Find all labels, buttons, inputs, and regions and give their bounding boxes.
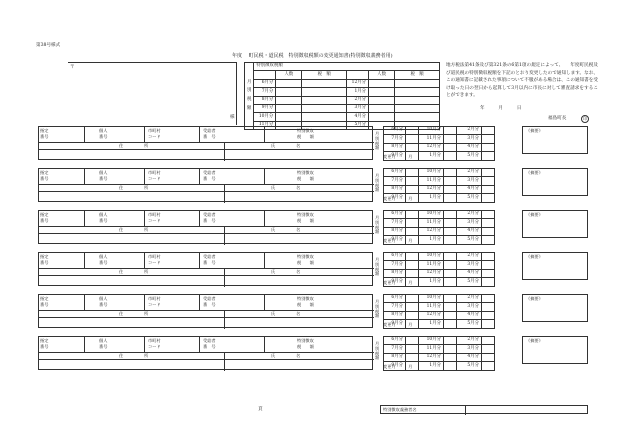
month-side-label: 月 別 税 額 xyxy=(375,257,380,277)
tokubetsu-zeigaku-label: 特別徴収 税 額 xyxy=(297,254,314,265)
gimusha-box xyxy=(380,405,588,414)
official-seal-icon: 印 xyxy=(583,116,587,121)
summary-row: 11月分 5月分 xyxy=(245,121,440,129)
record-info xyxy=(38,210,373,244)
bikou-box xyxy=(522,168,588,196)
kojin-bango-label: 個人 番号 xyxy=(99,338,108,349)
jukyusha-bango-label: 受給者 番 号 xyxy=(203,296,216,307)
henko-month: 変更月 月 xyxy=(383,322,413,327)
list-item xyxy=(38,210,588,244)
form-number: 第38号様式 xyxy=(36,43,61,48)
shitei-bango-label: 指定 番号 xyxy=(40,296,49,307)
kojin-bango-label: 個人 番号 xyxy=(99,296,108,307)
shichoson-code-label: 市町村 コード xyxy=(148,338,161,349)
gimusha-label: 特別徴収義務者名 xyxy=(383,407,417,412)
zeigaku-header-left: 税 額 xyxy=(302,71,347,79)
shitei-bango-label: 指定 番号 xyxy=(40,170,49,181)
record-info xyxy=(38,252,373,286)
summary-row: 9月分 3月分 xyxy=(245,104,440,112)
bikou-box xyxy=(522,210,588,238)
monthly-tax-table: 6月分 10月分 2月分 7月分 11月分 3月分 8月分 12月分 4月分 9月分 1月分 5月分 xyxy=(383,168,495,203)
notice-date: 年 月 日 xyxy=(480,106,522,111)
ninzu-header-left: 人数 xyxy=(276,71,302,79)
month-side-label: 月 別 税 額 xyxy=(375,215,380,235)
title-text: 町民税・道民税 特別徴収税額の変更通知書(特別徴収義務者用) xyxy=(248,53,393,59)
shitei-bango-label: 指定 番号 xyxy=(40,128,49,139)
shimei-label: 氏 名 xyxy=(271,184,301,190)
ninzu-header-right: 人数 xyxy=(369,71,395,79)
summary-row: 6月分 12月分 xyxy=(245,79,440,87)
henko-month: 変更月 月 xyxy=(383,196,413,201)
record-info xyxy=(38,168,373,202)
record-info xyxy=(38,294,373,328)
shitei-bango-label: 指定 番号 xyxy=(40,254,49,265)
month-side-label: 月 別 税 額 xyxy=(375,173,380,193)
bikou-box xyxy=(522,252,588,280)
kojin-bango-label: 個人 番号 xyxy=(99,170,108,181)
bikou-box xyxy=(522,294,588,322)
summary-table xyxy=(244,62,440,130)
henko-month: 変更月 月 xyxy=(383,154,413,159)
jukyusha-bango-label: 受給者 番 号 xyxy=(203,338,216,349)
shichoson-code-label: 市町村 コード xyxy=(148,296,161,307)
summary-side-label: 月 別 税 額 xyxy=(245,63,254,130)
summary-row: 10月分 4月分 xyxy=(245,113,440,121)
tokubetsu-zeigaku-label: 特別徴収 税 額 xyxy=(297,296,314,307)
shitei-bango-label: 指定 番号 xyxy=(40,338,49,349)
tokubetsu-zeigaku-label: 特別徴収 税 額 xyxy=(297,338,314,349)
jusho-label: 住 所 xyxy=(119,184,149,190)
kojin-bango-label: 個人 番号 xyxy=(99,128,108,139)
monthly-tax-table: 6月分 10月分 2月分 7月分 11月分 3月分 8月分 12月分 4月分 9月分 1月分 5月分 xyxy=(383,294,495,329)
bikou-label: 《摘要》 xyxy=(526,170,543,175)
mayor-name: 福島町長 xyxy=(548,116,567,121)
notice-text: 地方税法第41条及び第321条の6第1項の規定によって、 年度町民税及び道民税の特別徴収税額を下記のとおり変更したので通知します。なお、この通知書に記載された事項について不服がある場合は、この通知書を受け取った日の翌日から起算して3月以内に市長に対して審査請求をすることができます。 xyxy=(446,63,598,99)
record-info xyxy=(38,126,373,160)
shichoson-code-label: 市町村 コード xyxy=(148,170,161,181)
shitei-bango-label: 指定 番号 xyxy=(40,212,49,223)
henko-month: 変更月 月 xyxy=(383,364,413,369)
jusho-label: 住 所 xyxy=(119,310,149,316)
jukyusha-bango-label: 受給者 番 号 xyxy=(203,254,216,265)
monthly-tax-table: 6月分 10月分 2月分 7月分 11月分 3月分 8月分 12月分 4月分 9月分 1月分 5月分 xyxy=(383,210,495,245)
shimei-label: 氏 名 xyxy=(271,310,301,316)
bikou-box xyxy=(522,336,588,364)
monthly-tax-table: 6月分 10月分 2月分 7月分 11月分 3月分 8月分 12月分 4月分 9月分 1月分 5月分 xyxy=(383,126,495,161)
bikou-label: 《摘要》 xyxy=(526,254,543,259)
summary-row: 8月分 2月分 xyxy=(245,96,440,104)
month-side-label: 月 別 税 額 xyxy=(375,299,380,319)
monthly-tax-table: 6月分 10月分 2月分 7月分 11月分 3月分 8月分 12月分 4月分 9月分 1月分 5月分 xyxy=(383,252,495,287)
tokubetsu-zeigaku-label: 特別徴収 税 額 xyxy=(297,170,314,181)
henko-month: 変更月 月 xyxy=(383,238,413,243)
tokubetsu-zeigaku-label: 特別徴収 税 額 xyxy=(297,128,314,139)
jusho-label: 住 所 xyxy=(119,142,149,148)
bikou-label: 《摘要》 xyxy=(526,338,543,343)
record-info xyxy=(38,336,373,370)
shichoson-code-label: 市町村 コード xyxy=(148,128,161,139)
list-item xyxy=(38,168,588,202)
jukyusha-bango-label: 受給者 番 号 xyxy=(203,128,216,139)
tokubetsu-zeigaku-label: 特別徴収 税 額 xyxy=(297,212,314,223)
page-title xyxy=(232,52,393,59)
shimei-label: 氏 名 xyxy=(271,268,301,274)
shimei-label: 氏 名 xyxy=(271,142,301,148)
jukyusha-bango-label: 受給者 番 号 xyxy=(203,170,216,181)
bikou-box xyxy=(522,126,588,154)
summary-column-header: 特別徴収税額 xyxy=(254,63,440,71)
year-label: 年度 xyxy=(232,53,243,59)
shimei-label: 氏 名 xyxy=(271,352,301,358)
kojin-bango-label: 個人 番号 xyxy=(99,212,108,223)
zeigaku-header-right: 税 額 xyxy=(395,71,440,79)
bikou-label: 《摘要》 xyxy=(526,128,543,133)
list-item xyxy=(38,294,588,328)
jusho-label: 住 所 xyxy=(119,226,149,232)
honorific: 様 xyxy=(230,115,235,120)
month-side-label: 月 別 税 額 xyxy=(375,131,380,151)
list-item xyxy=(38,126,588,160)
jusho-label: 住 所 xyxy=(119,268,149,274)
list-item xyxy=(38,336,588,370)
list-item xyxy=(38,252,588,286)
bikou-label: 《摘要》 xyxy=(526,212,543,217)
postal-mark: 〒 xyxy=(70,65,75,70)
bikou-label: 《摘要》 xyxy=(526,296,543,301)
page-label: 頁 xyxy=(258,407,263,412)
recipient-frame xyxy=(68,62,237,125)
monthly-tax-table: 6月分 10月分 2月分 7月分 11月分 3月分 8月分 12月分 4月分 9月分 1月分 5月分 xyxy=(383,336,495,371)
shimei-label: 氏 名 xyxy=(271,226,301,232)
shichoson-code-label: 市町村 コード xyxy=(148,254,161,265)
month-side-label: 月 別 税 額 xyxy=(375,341,380,361)
henko-month: 変更月 月 xyxy=(383,280,413,285)
shichoson-code-label: 市町村 コード xyxy=(148,212,161,223)
jusho-label: 住 所 xyxy=(119,352,149,358)
kojin-bango-label: 個人 番号 xyxy=(99,254,108,265)
jukyusha-bango-label: 受給者 番 号 xyxy=(203,212,216,223)
summary-row: 7月分 1月分 xyxy=(245,88,440,96)
